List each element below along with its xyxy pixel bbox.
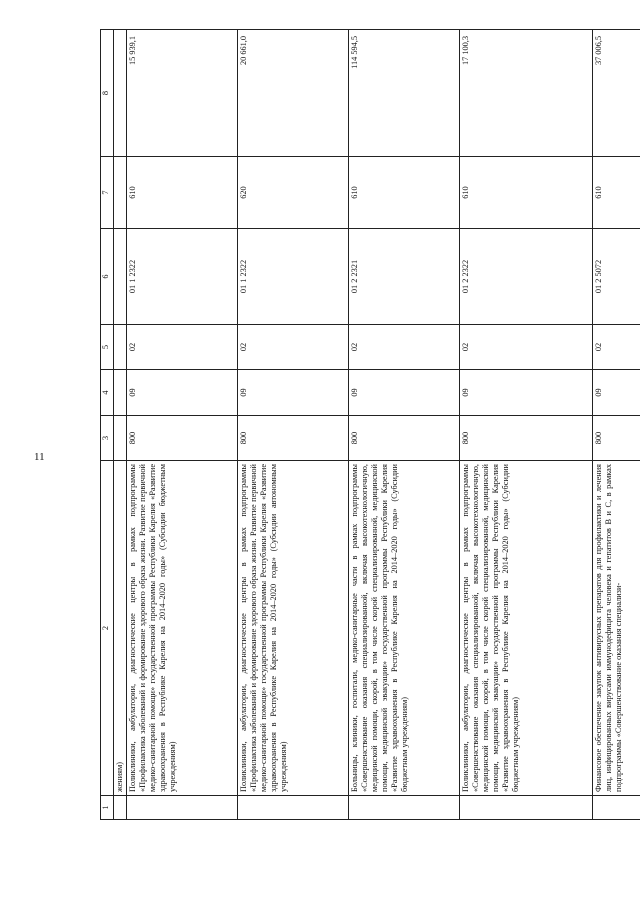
- column-header: 2: [101, 461, 114, 796]
- budget-table: [100, 29, 640, 820]
- row-description: Поликлиники, амбулатории, диагностические центры в рамках подпрограммы «Профилактика заболеваний и формирование здорового образа жизни. Развитие первичной медико-санитарной помощи» государственной программы Республики Карелия «Развитие здравоохранения в Республике Карелия на 2014–2020 годы» (Субсидии автономным учреждениям): [238, 461, 349, 796]
- cell-expense-type: 610: [127, 157, 238, 229]
- table-row: [127, 30, 238, 820]
- cell-amount: 17 100,3: [460, 30, 593, 157]
- cell-target-item: 01 2 2322: [460, 229, 593, 325]
- cell-subsection: 02: [460, 325, 593, 370]
- cell-subsection: 02: [349, 325, 460, 370]
- cell-section: 09: [238, 370, 349, 416]
- cell-empty: [127, 796, 238, 820]
- cell-empty: [114, 796, 127, 820]
- cell-section: 09: [460, 370, 593, 416]
- cell-amount: 15 939,1: [127, 30, 238, 157]
- cell-admin-code: 800: [238, 416, 349, 461]
- cell-target-item: 01 1 2322: [238, 229, 349, 325]
- column-header: 8: [101, 30, 114, 157]
- cell-target-item: 01 2 5072: [593, 229, 640, 325]
- cell-admin-code: 800: [349, 416, 460, 461]
- cell-expense-type: 610: [349, 157, 460, 229]
- budget-table-rotated: [100, 30, 640, 820]
- cell-section: 09: [593, 370, 640, 416]
- column-header: 4: [101, 370, 114, 416]
- cell-empty: [114, 416, 127, 461]
- cell-expense-type: 620: [238, 157, 349, 229]
- column-header: 3: [101, 416, 114, 461]
- cell-section: 09: [349, 370, 460, 416]
- cell-amount: 20 661,0: [238, 30, 349, 157]
- table-row: [238, 30, 349, 820]
- cell-subsection: 02: [127, 325, 238, 370]
- column-header: 7: [101, 157, 114, 229]
- cell-empty: [460, 796, 593, 820]
- cell-subsection: 02: [593, 325, 640, 370]
- table-row: [349, 30, 460, 820]
- cell-empty: [593, 796, 640, 820]
- continuation-text: жениям): [114, 461, 127, 796]
- column-header: 5: [101, 325, 114, 370]
- table-row: [460, 30, 593, 820]
- cell-admin-code: 800: [127, 416, 238, 461]
- continuation-row: [114, 30, 127, 820]
- cell-empty: [349, 796, 460, 820]
- cell-admin-code: 800: [460, 416, 593, 461]
- cell-empty: [114, 229, 127, 325]
- header-row: [101, 30, 114, 820]
- column-header: 1: [101, 796, 114, 820]
- table-row: [593, 30, 640, 820]
- cell-empty: [114, 370, 127, 416]
- cell-empty: [114, 30, 127, 157]
- cell-empty: [114, 325, 127, 370]
- cell-amount: 37 006,5: [593, 30, 640, 157]
- row-description: Больницы, клиники, госпитали, медико-санитарные части в рамках подпрограммы «Совершенствование оказания специализированной, включая высокотехнологичную, медицинской помощи, скорой, в том числе скорой специализированной, медицинской помощи, медицинской эвакуации» государственной программы Республики Карелия «Развитие здравоохранения в Республике Карелия на 2014–2020 годы» (Субсидии бюджетным учреждениям): [349, 461, 460, 796]
- row-description: Поликлиники, амбулатории, диагностические центры в рамках подпрограммы «Профилактика заболеваний и формирование здорового образа жизни. Развитие первичной медико-санитарной помощи» государственной программы Республики Карелия «Развитие здравоохранения в Республике Карелия на 2014–2020 годы» (Субсидии бюджетным учреждениям): [127, 461, 238, 796]
- cell-expense-type: 610: [593, 157, 640, 229]
- cell-expense-type: 610: [460, 157, 593, 229]
- cell-target-item: 01 2 2321: [349, 229, 460, 325]
- page-number: 11: [34, 451, 45, 463]
- cell-section: 09: [127, 370, 238, 416]
- cell-subsection: 02: [238, 325, 349, 370]
- row-description: Финансовое обеспечение закупок антивирусных препаратов для профилактики и лечения лиц, инфицированных вирусами иммунодефицита человека и гепатитов B и C, в рамках подпрограммы «Совершенствование оказания специализи-: [593, 461, 640, 796]
- cell-empty: [114, 157, 127, 229]
- cell-empty: [238, 796, 349, 820]
- cell-amount: 114 594,5: [349, 30, 460, 157]
- cell-admin-code: 800: [593, 416, 640, 461]
- column-header: 6: [101, 229, 114, 325]
- row-description: Поликлиники, амбулатории, диагностические центры в рамках подпрограммы «Совершенствование оказания специализированной, включая высокотехнологичную, медицинской помощи, скорой, в том числе скорой специализированной, медицинской помощи, медицинской эвакуации» государственной программы Республики Карелия «Развитие здравоохранения в Республике Карелия на 2014–2020 годы» (Субсидии бюджетным учреждениям): [460, 461, 593, 796]
- cell-target-item: 01 1 2322: [127, 229, 238, 325]
